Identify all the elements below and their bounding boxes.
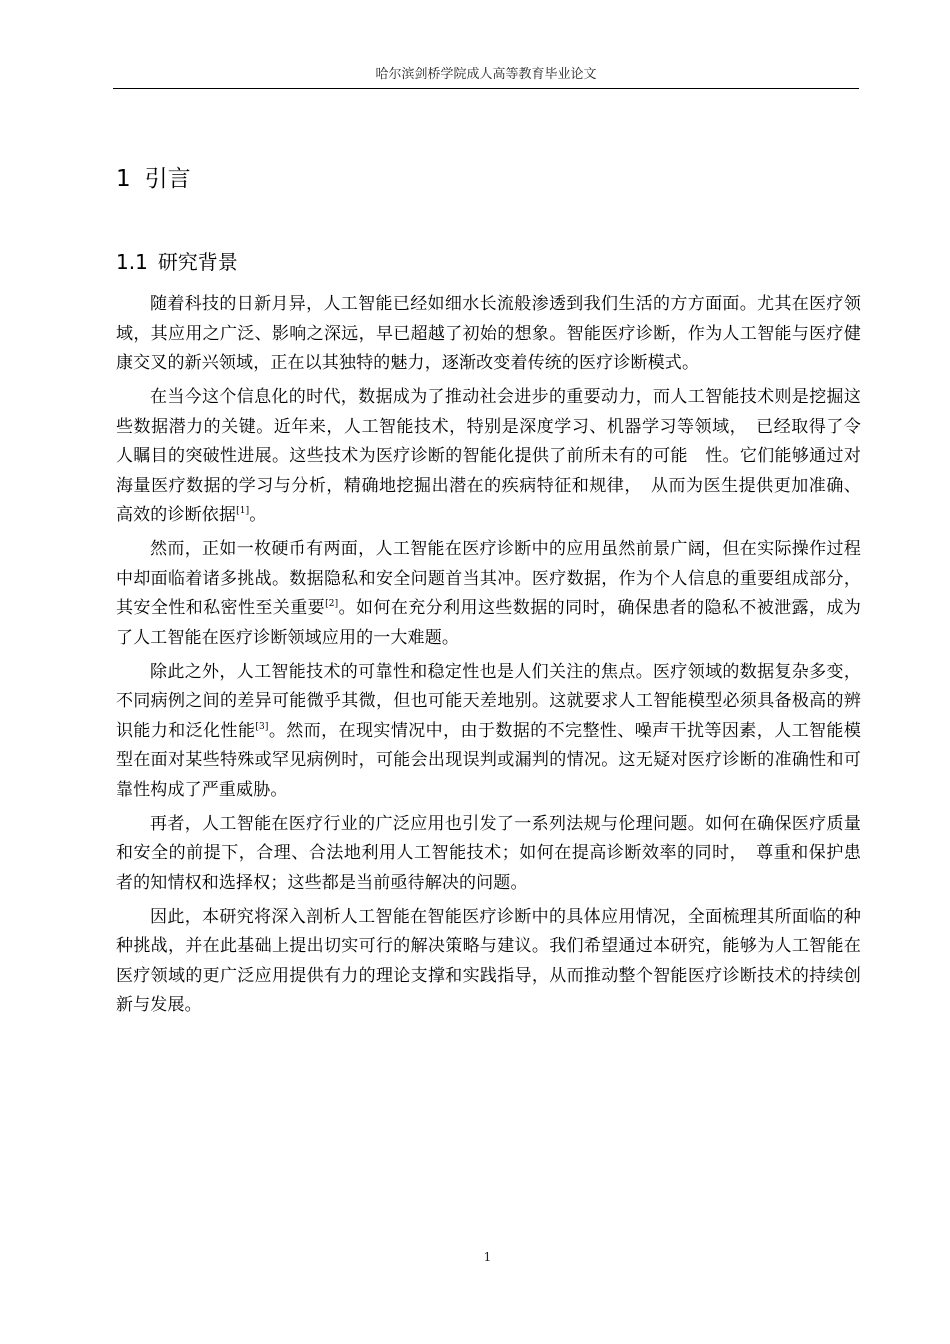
paragraph: [116, 810, 861, 899]
paragraph-text-tail: 。: [249, 505, 267, 525]
chapter-heading: [116, 164, 191, 194]
paragraph-text: 随着科技的日新月异，人工智能已经如细水长流般渗透到我们生活的方方面面。尤其在医疗领域，其应用之广泛、影响之深远，早已超越了初始的想象。智能医疗诊断，作为人工智能与医疗健康交叉的新兴领域，正在以其独特的魅力，逐渐改变着传统的医疗诊断模式。: [116, 294, 861, 373]
paragraph-text: 因此，本研究将深入剖析人工智能在智能医疗诊断中的具体应用情况，全面梳理其所面临的种种挑战，并在此基础上提出切实可行的解决策略与建议。我们希望通过本研究，能够为人工智能在医疗领域的更广泛应用提供有力的理论支撑和实践指导，从而推动整个智能医疗诊断技术的持续创新与发展。: [116, 906, 861, 1015]
paragraph-text: 除此之外，人工智能技术的可靠性和稳定性也是人们关注的焦点。医疗领域的数据复杂多变，不同病例之间的差异可能微乎其微，但也可能天差地别。这就要求人工智能模型必须具备极高的辨识能力和泛化性能: [116, 661, 861, 741]
paragraph-text-tail: 。然而，在现实情况中，由于数据的不完整性、噪声干扰等因素，人工智能模型在面对某些特殊或罕见病例时，可能会出现误判或漏判的情况。这无疑对医疗诊断的准确性和可靠性构成了严重威胁。: [116, 720, 861, 800]
paragraph-text: 在当今这个信息化的时代，数据成为了推动社会进步的重要动力，而人工智能技术则是挖掘这些数据潜力的关键。近年来，人工智能技术，特别是深度学习、机器学习等领域， 已经取得了令人瞩目的突破性进展。这些技术为医疗诊断的智能化提供了前所未有的可能 性。它们能够通过对海量医疗数据的学习与分析，精确地挖掘出潜在的疾病特征和规律， 从而为医生提供更加准确、高效的诊断依据: [116, 387, 861, 525]
paragraph: [116, 903, 861, 1021]
paragraph-text: 然而，正如一枚硬币有两面，人工智能在医疗诊断中的应用虽然前景广阔，但在实际操作过程中却面临着诸多挑战。数据隐私和安全问题首当其冲。医疗数据，作为个人信息的重要组成部分，其安全性和私密性至关重要: [116, 539, 861, 618]
citation-ref[interactable]: [1]: [236, 506, 250, 516]
section-heading: [116, 247, 238, 277]
header-title: 哈尔滨剑桥学院成人高等教育毕业论文: [375, 67, 597, 82]
paragraph: [116, 290, 861, 379]
citation-ref[interactable]: [2]: [325, 599, 339, 609]
paragraph: [116, 658, 861, 806]
paragraph: [116, 535, 861, 653]
paragraph: [116, 383, 861, 531]
body-text: [116, 290, 861, 1025]
section-title: 研究背景: [157, 250, 238, 274]
page-footer: [0, 1250, 950, 1264]
paragraph-text: 再者，人工智能在医疗行业的广泛应用也引发了一系列法规与伦理问题。如何在确保医疗质量和安全的前提下，合理、合法地利用人工智能技术；如何在提高诊断效率的同时， 尊重和保护患者的知情权和选择权；这些都是当前亟待解决的问题。: [116, 813, 861, 893]
page-header: [113, 66, 859, 89]
paragraph-text-tail: 。如何在充分利用这些数据的同时，确保患者的隐私不被泄露，成为了人工智能在医疗诊断领域应用的一大难题。: [116, 598, 861, 648]
citation-ref[interactable]: [3]: [255, 721, 269, 732]
page-number: 1: [483, 1250, 492, 1264]
chapter-number: 1: [116, 166, 131, 192]
chapter-title: 引言: [144, 166, 191, 192]
section-number: 1.1: [116, 250, 148, 274]
